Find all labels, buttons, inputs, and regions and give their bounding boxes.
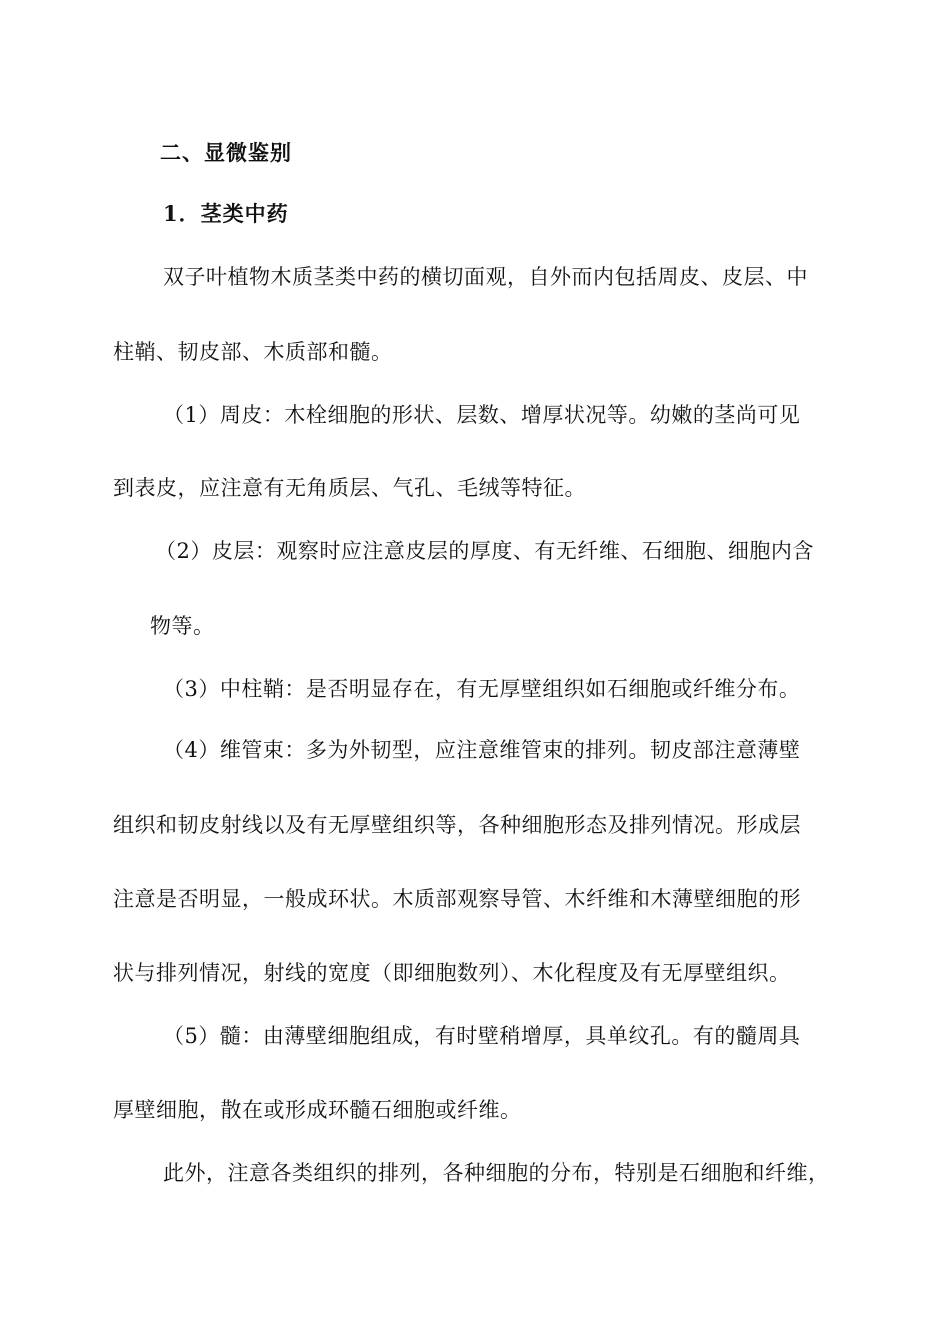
paragraph-line: 注意是否明显，一般成环状。木质部观察导管、木纤维和木薄壁细胞的形 [113,887,801,911]
paragraph-line: 物等。 [150,614,215,638]
paragraph-line: 状与排列情况，射线的宽度（即细胞数列）、木化程度及有无厚壁组织。 [113,961,791,985]
paragraph-line: 厚壁细胞，散在或形成环髓石细胞或纤维。 [113,1098,522,1122]
paragraph-line: （1）周皮：木栓细胞的形状、层数、增厚状况等。幼嫩的茎尚可见 [163,403,801,427]
paragraph-line: （3）中柱鞘：是否明显存在，有无厚壁组织如石细胞或纤维分布。 [163,677,801,701]
paragraph-line: 组织和韧皮射线以及有无厚壁组织等，各种细胞形态及排列情况。形成层 [113,813,801,837]
paragraph-line: （4）维管束：多为外韧型，应注意维管束的排列。韧皮部注意薄壁 [163,738,801,762]
paragraph-line: （2）皮层：观察时应注意皮层的厚度、有无纤维、石细胞、细胞内含 [155,539,814,563]
paragraph-line: 此外，注意各类组织的排列，各种细胞的分布，特别是石细胞和纤维， [163,1161,830,1185]
section-heading: 二、显微鉴别 [160,140,292,165]
paragraph-line: 到表皮，应注意有无角质层、气孔、毛绒等特征。 [113,476,586,500]
paragraph-line: （5）髓：由薄壁细胞组成，有时壁稍增厚，具单纹孔。有的髓周具 [163,1024,801,1048]
paragraph-line: 柱鞘、韧皮部、木质部和髓。 [113,340,393,364]
subsection-heading: 1．茎类中药 [163,201,289,226]
paragraph-line: 双子叶植物木质茎类中药的横切面观，自外而内包括周皮、皮层、中 [163,265,808,289]
